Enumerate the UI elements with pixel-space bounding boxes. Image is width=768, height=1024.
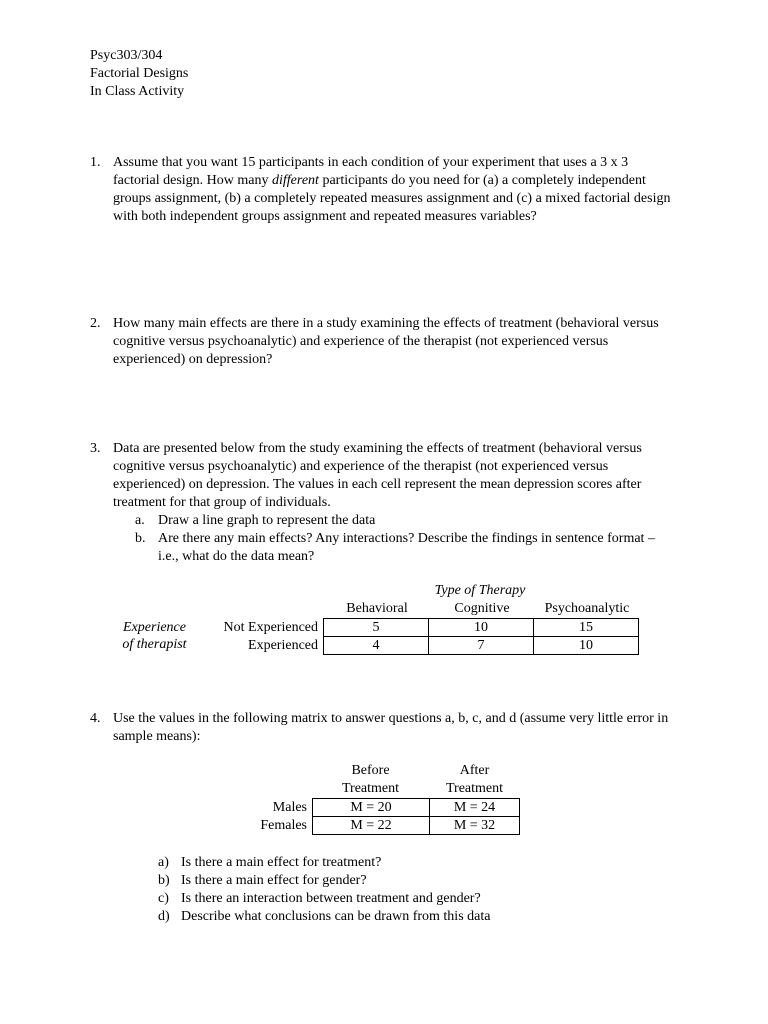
sub-question-b: b. Are there any main effects? Any interactions? Describe the findings in sentence format – i.e., what do the data mean?: [135, 531, 655, 564]
question-number: 1.: [90, 155, 101, 170]
question-number: 4.: [90, 711, 101, 726]
question-text: How many main effects are there in a study examining the effects of treatment (behavioral versus cognitive versus psychoanalytic) and experience of the therapist (not experienced versus experienced) on depression?: [113, 316, 659, 367]
activity-label: In Class Activity: [90, 84, 185, 99]
emphasis-text: different: [272, 173, 319, 188]
question-4-subquestions: [158, 854, 490, 926]
table-cell: 15: [534, 619, 639, 637]
sub-question-a: a) Is there a main effect for treatment?: [158, 855, 382, 870]
table-row: [313, 799, 520, 817]
column-header: Psychoanalytic: [544, 601, 630, 616]
data-table: [312, 798, 520, 835]
table-cell: M = 24: [430, 799, 520, 817]
column-header: Behavioral: [346, 601, 408, 616]
question-text: Data are presented below from the study examining the effects of treatment (behavioral versus cognitive versus psychoanalytic) and experience of the therapist (not experienced versus experienced) on depression. The values in each cell represent the mean depression scores after treatment for that group of individuals.: [113, 441, 642, 510]
table-row: [313, 817, 520, 835]
sub-question-a: a. Draw a line graph to represent the data: [135, 513, 376, 528]
sub-question-c: c) Is there an interaction between treatment and gender?: [158, 891, 481, 906]
table-cell: M = 22: [313, 817, 430, 835]
question-text: Assume that you want 15 participants in each condition of your experiment that uses a 3 x 3 factorial design. How many different participants do you need for (a) a completely independent groups assignment, (b) a completely repeated measures assignment and (c) a mixed factorial design with both independent groups assignment and repeated measures variables?: [113, 155, 671, 224]
table-title: Type of Therapy: [434, 583, 526, 598]
row-label: Males: [272, 800, 307, 815]
table-cell: 4: [324, 637, 429, 655]
table-cell: M = 20: [313, 799, 430, 817]
column-header: After Treatment: [445, 763, 504, 796]
column-header: Before Treatment: [341, 763, 400, 796]
table-row: [324, 619, 639, 637]
question-3: [90, 440, 675, 566]
question-number: 2.: [90, 316, 101, 331]
row-label: Not Experienced: [223, 620, 318, 635]
table-row: [324, 637, 639, 655]
document-topic: Factorial Designs: [90, 66, 189, 81]
question-number: 3.: [90, 441, 101, 456]
table-cell: 5: [324, 619, 429, 637]
document-header: [90, 47, 188, 101]
data-table: [323, 618, 639, 655]
table-cell: 10: [429, 619, 534, 637]
table-cell: 10: [534, 637, 639, 655]
sub-question-b: b) Is there a main effect for gender?: [158, 873, 367, 888]
question-2: [90, 315, 675, 369]
question-text: Use the values in the following matrix to answer questions a, b, c, and d (assume very little error in sample means):: [113, 711, 669, 744]
column-header: Cognitive: [454, 601, 510, 616]
table-cell: M = 32: [430, 817, 520, 835]
factor-label: Experience of therapist: [122, 620, 187, 652]
question-4: [90, 710, 675, 746]
table-cell: 7: [429, 637, 534, 655]
question-1: [90, 154, 675, 226]
sub-question-d: d) Describe what conclusions can be drawn from this data: [158, 909, 491, 924]
row-label: Females: [260, 818, 307, 833]
course-code: Psyc303/304: [90, 48, 163, 63]
row-label: Experienced: [248, 638, 318, 653]
